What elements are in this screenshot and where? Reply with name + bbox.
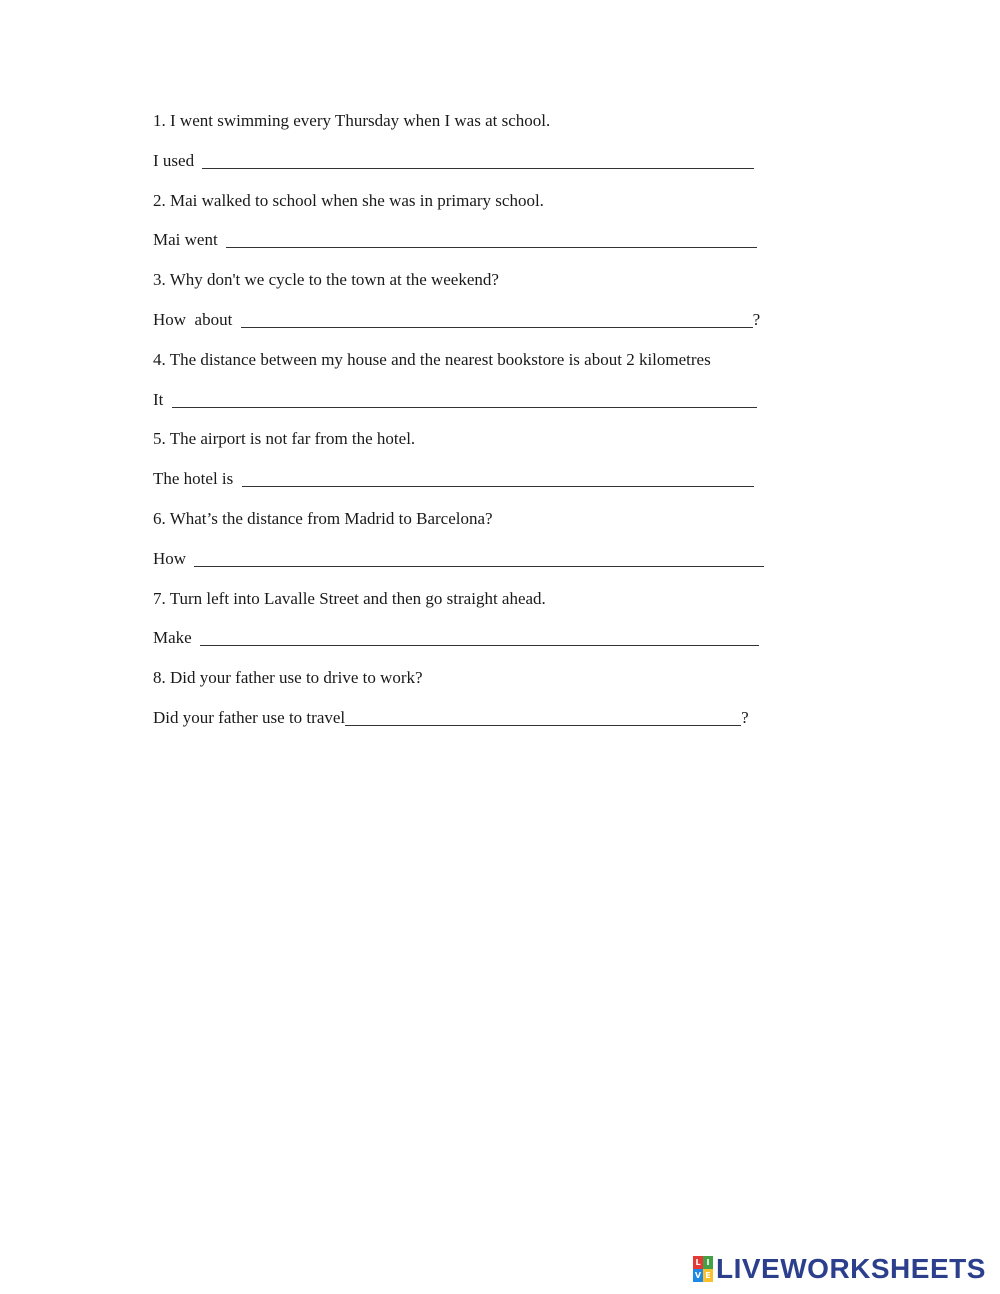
- logo-badge-icon: L I V E: [693, 1256, 713, 1282]
- question-4-text: 4. The distance between my house and the nearest bookstore is about 2 kilometres: [153, 349, 711, 369]
- answer-1-starter: I used: [153, 150, 199, 170]
- answer-6-line: [153, 547, 793, 587]
- liveworksheets-logo: [693, 1254, 986, 1284]
- logo-text: LIVEWORKSHEETS: [716, 1253, 986, 1284]
- answer-3-line: [153, 308, 793, 348]
- question-2: [153, 189, 793, 229]
- question-3-text: 3. Why don't we cycle to the town at the weekend?: [153, 270, 499, 290]
- answer-5-line: [153, 467, 793, 507]
- question-2-text: 2. Mai walked to school when she was in primary school.: [153, 190, 544, 210]
- answer-6-blank[interactable]: [194, 547, 764, 567]
- answer-7-line: [153, 626, 793, 666]
- question-6-text: 6. What’s the distance from Madrid to Barcelona?: [153, 508, 493, 528]
- answer-4-line: [153, 388, 793, 428]
- answer-7-starter: Make: [153, 628, 196, 648]
- answer-8-line: [153, 706, 793, 746]
- answer-6-starter: How: [153, 548, 191, 568]
- question-8-text: 8. Did your father use to drive to work?: [153, 668, 423, 688]
- question-7: [153, 587, 793, 627]
- answer-2-blank[interactable]: [226, 228, 757, 248]
- answer-1-blank[interactable]: [202, 149, 754, 169]
- answer-8-end: ?: [741, 707, 749, 727]
- question-6: [153, 507, 793, 547]
- answer-3-starter: How about: [153, 309, 237, 329]
- answer-4-starter: It: [153, 389, 168, 409]
- answer-3-blank[interactable]: [241, 308, 753, 328]
- answer-7-blank[interactable]: [200, 626, 759, 646]
- answer-3-end: ?: [752, 309, 761, 329]
- answer-2-starter: Mai went: [153, 230, 222, 250]
- answer-8-blank[interactable]: [345, 706, 741, 726]
- answer-2-line: [153, 228, 793, 268]
- question-8: [153, 666, 793, 706]
- answer-5-blank[interactable]: [242, 467, 754, 487]
- question-7-text: 7. Turn left into Lavalle Street and then go straight ahead.: [153, 588, 546, 608]
- answer-5-starter: The hotel is: [153, 469, 238, 489]
- question-1: [153, 109, 793, 149]
- question-1-text: 1. I went swimming every Thursday when I was at school.: [153, 111, 551, 130]
- worksheet: [153, 109, 793, 746]
- answer-4-blank[interactable]: [172, 388, 757, 408]
- question-5-text: 5. The airport is not far from the hotel.: [153, 429, 416, 449]
- question-5: [153, 427, 793, 467]
- question-4: [153, 348, 793, 388]
- question-3: [153, 268, 793, 308]
- answer-8-starter: Did your father use to travel: [153, 707, 346, 727]
- answer-1-line: [153, 149, 793, 189]
